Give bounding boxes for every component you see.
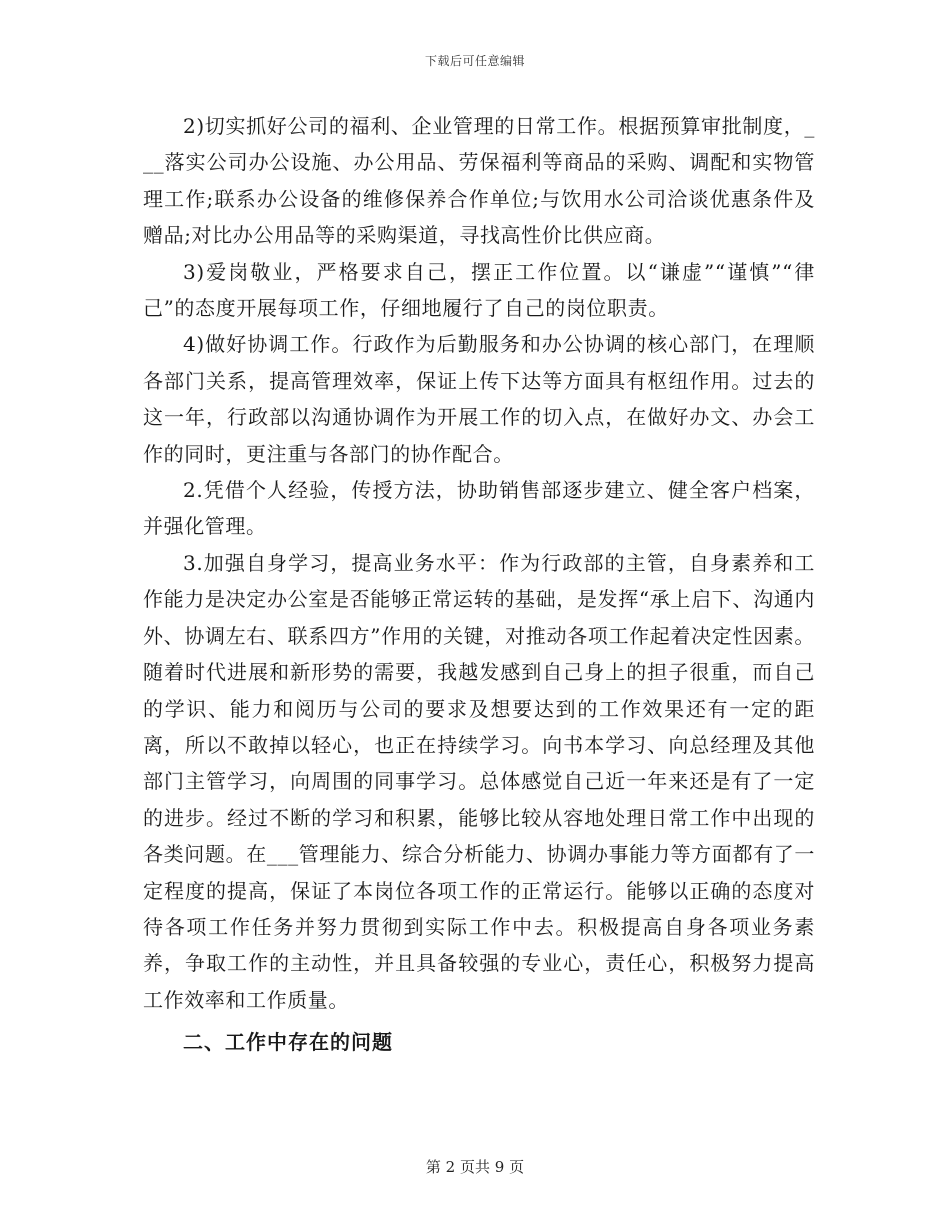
paragraph-welfare-management: 2)切实抓好公司的福利、企业管理的日常工作。根据预算审批制度，___落实公司办公设施、办公用品、劳保福利等商品的采购、调配和实物管理工作;联系办公设备的维修保养合作单位;与饮用水公司洽谈优惠条件及赠品;对比办公用品等的采购渠道，寻找高性价比供应商。 (143, 114, 815, 248)
paragraph-self-learning: 3.加强自身学习，提高业务水平：作为行政部的主管，自身素养和工作能力是决定办公室是否能够正常运转的基础，是发挥“承上启下、沟通内外、协调左右、联系四方”作用的关键，对推动各项工作起着决定性因素。随着时代进展和新形势的需要，我越发感到自己身上的担子很重，而自己的学识、能力和阅历与公司的要求及想要达到的工作效果还有一定的距离，所以不敢掉以轻心，也正在持续学习。向书本学习、向总经理及其他部门主管学习，向周围的同事学习。总体感觉自己近一年来还是有了一定的进步。经过不断的学习和积累，能够比较从容地处理日常工作中出现的各类问题。在___管理能力、综合分析能力、协调办事能力等方面都有了一定程度的提高，保证了本岗位各项工作的正常运行。能够以正确的态度对待各项工作任务并努力贯彻到实际工作中去。积极提高自身各项业务素养，争取工作的主动性，并且具备较强的专业心，责任心，积极努力提高工作效率和工作质量。 (143, 550, 815, 1012)
section-heading-problems: 二、工作中存在的问题 (183, 1030, 393, 1055)
paragraph-customer-files: 2.凭借个人经验，传授方法，协助销售部逐步建立、健全客户档案，并强化管理。 (143, 478, 815, 539)
page-header-note: 下载后可任意编辑 (424, 54, 525, 68)
paragraph-coordination: 4)做好协调工作。行政作为后勤服务和办公协调的核心部门，在理顺各部门关系，提高管理效率，保证上传下达等方面具有枢纽作用。过去的这一年，行政部以沟通协调作为开展工作的切入点，在做好办文、办会工作的同时，更注重与各部门的协作配合。 (143, 332, 815, 466)
document-body (143, 108, 815, 1061)
page-number: 第 2 页共 9 页 (425, 1158, 525, 1176)
paragraph-dedication: 3)爱岗敬业，严格要求自己，摆正工作位置。以“谦虚”“谨慎”“律己”的态度开展每项工作，仔细地履行了自己的岗位职责。 (143, 259, 815, 321)
